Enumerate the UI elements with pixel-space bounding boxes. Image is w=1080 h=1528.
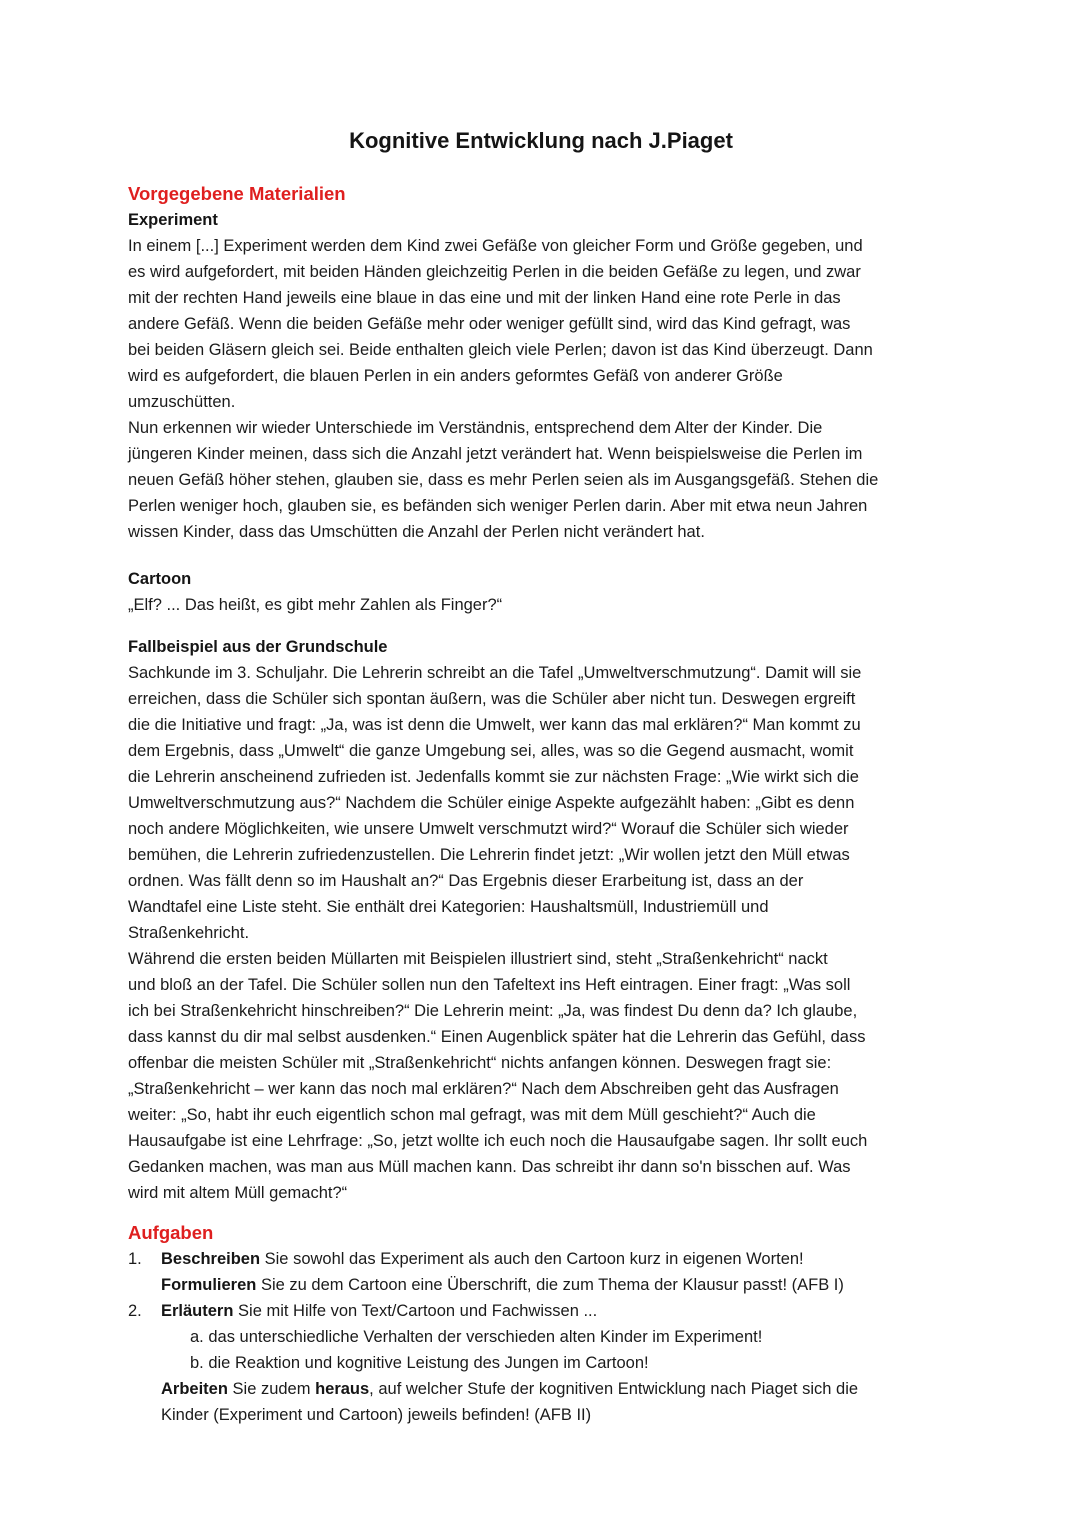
text-line: weiter: „So, habt ihr euch eigentlich schon mal gefragt, was mit dem Müll geschieht?“ Auch die (128, 1106, 816, 1124)
experiment-heading: Experiment (128, 211, 218, 229)
section-materials (128, 181, 954, 1206)
task-2-lead-text (161, 1298, 954, 1324)
text-line: bemühen, die Lehrerin zufriedenzustellen. Die Lehrerin findet jetzt: „Wir wollen jetzt den Müll etwas (128, 846, 850, 864)
text-line: Wandtafel eine Liste steht. Sie enthält drei Kategorien: Haushaltsmüll, Industriemüll und (128, 898, 769, 916)
task-2-sub-items (161, 1324, 954, 1376)
text-line: ordnen. Was fällt denn so im Haushalt an?“ Das Ergebnis dieser Erarbeitung ist, dass an der (128, 872, 804, 890)
text-line: dem Ergebnis, dass „Umwelt“ die ganze Umgebung sei, alles, was so die Gegend ausmacht, womit (128, 742, 854, 760)
case-study-text (128, 660, 954, 1206)
text-line: es wird aufgefordert, mit beiden Händen gleichzeitig Perlen in die beiden Gefäße zu legen, und zwar (128, 263, 861, 281)
text-line: Arbeiten Sie zudem heraus, auf welcher Stufe der kognitiven Entwicklung nach Piaget sich die (161, 1380, 859, 1398)
text-line: Straßenkehricht. (128, 924, 250, 942)
text-line: erreichen, dass die Schüler sich spontan äußern, was die Schüler aber nicht tun. Deswegen ergreift (128, 690, 856, 708)
text-line: wird es aufgefordert, die blauen Perlen in ein anders geformtes Gefäß von anderer Größe (128, 367, 783, 385)
text-line: die die Initiative und fragt: „Ja, was ist denn die Umwelt, wer kann das mal erklären?“ Man kommt zu (128, 716, 861, 734)
section-tasks (128, 1220, 954, 1428)
text-line: „Straßenkehricht – wer kann das noch mal erklären?“ Nach dem Abschreiben geht das Ausfragen (128, 1080, 839, 1098)
text-line: Formulieren Sie zu dem Cartoon eine Überschrift, die zum Thema der Klausur passt! (AFB I) (161, 1276, 844, 1294)
cartoon-heading: Cartoon (128, 570, 192, 588)
text-line: und bloß an der Tafel. Die Schüler sollen nun den Tafeltext ins Heft eintragen. Einer fragt: „Was soll (128, 976, 851, 994)
text-line: jüngeren Kinder meinen, dass sich die Anzahl jetzt verändert hat. Wenn beispielsweise die Perlen im (128, 445, 863, 463)
text-line: Gedanken machen, was man aus Müll machen kann. Das schreibt ihr dann so'n bisschen auf. Was (128, 1158, 851, 1176)
text-line: Umweltverschmutzung aus?“ Nachdem die Schüler einige Aspekte aufgezählt haben: „Gibt es denn (128, 794, 855, 812)
text-line: Hausaufgabe ist eine Lehrfrage: „So, jetzt wollte ich euch noch die Hausaufgabe sagen. Ihr sollt euch (128, 1132, 868, 1150)
text-line: Perlen weniger hoch, glauben sie, es befänden sich weniger Perlen darin. Aber mit etwa neun Jahren (128, 497, 868, 515)
text-line: mit der rechten Hand jeweils eine blaue in das eine und mit der linken Hand eine rote Perle in das (128, 289, 841, 307)
task-1-number: 1. (128, 1250, 142, 1268)
task-item-2 (128, 1298, 954, 1428)
cartoon-block (128, 566, 954, 618)
text-line: offenbar die meisten Schüler mit „Straßenkehricht“ nichts anfangen können. Deswegen fragt sie: (128, 1054, 832, 1072)
text-line: neuen Gefäß höher stehen, glauben sie, dass es mehr Perlen seien als im Ausgangsgefäß. Stehen die (128, 471, 879, 489)
text-line: noch andere Möglichkeiten, wie unsere Umwelt verschmutzt wird?“ Worauf die Schüler sich wieder (128, 820, 849, 838)
text-line: umzuschütten. (128, 393, 236, 411)
text-line: Kinder (Experiment und Cartoon) jeweils befinden! (AFB II) (161, 1406, 592, 1424)
task-2-body (161, 1298, 954, 1428)
text-line: Erläutern Sie mit Hilfe von Text/Cartoon und Fachwissen ... (161, 1302, 598, 1320)
task-1-text (161, 1246, 954, 1298)
cartoon-quote: „Elf? ... Das heißt, es gibt mehr Zahlen als Finger?“ (128, 596, 503, 614)
text-line: b. die Reaktion und kognitive Leistung des Jungen im Cartoon! (190, 1354, 649, 1372)
task-2-tail-text (161, 1376, 954, 1428)
task-item-1 (128, 1246, 954, 1298)
text-line: Während die ersten beiden Müllarten mit Beispielen illustriert sind, steht „Straßenkehricht“ nackt (128, 950, 828, 968)
text-line: Sachkunde im 3. Schuljahr. Die Lehrerin schreibt an die Tafel „Umweltverschmutzung“. Damit will sie (128, 664, 862, 682)
experiment-text (128, 233, 954, 545)
case-study-heading: Fallbeispiel aus der Grundschule (128, 638, 388, 656)
text-line: bei beiden Gläsern gleich sei. Beide enthalten gleich viele Perlen; davon ist das Kind überzeugt. Dann (128, 341, 873, 359)
task-2-number: 2. (128, 1302, 142, 1320)
case-study-block (128, 634, 954, 1206)
text-line: die Lehrerin anscheinend zufrieden ist. Jedenfalls kommt sie zur nächsten Frage: „Wie wirkt sich die (128, 768, 859, 786)
document-title: Kognitive Entwicklung nach J.Piaget (349, 128, 733, 153)
text-line: Beschreiben Sie sowohl das Experiment als auch den Cartoon kurz in eigenen Worten! (161, 1250, 804, 1268)
task-1-body (161, 1246, 954, 1298)
text-line: ich bei Straßenkehricht hinschreiben?“ Die Lehrerin meint: „Ja, was findest Du denn da? Ich glaube, (128, 1002, 858, 1020)
text-line: andere Gefäß. Wenn die beiden Gefäße mehr oder weniger gefüllt sind, wird das Kind gefragt, was (128, 315, 851, 333)
text-line: dass kannst du dir mal selbst ausdenken.“ Einen Augenblick später hat die Lehrerin das Gefühl, dass (128, 1028, 866, 1046)
text-line: wissen Kinder, dass das Umschütten die Anzahl der Perlen nicht verändert hat. (128, 523, 705, 541)
text-line: wird mit altem Müll gemacht?“ (128, 1184, 348, 1202)
materials-heading: Vorgegebene Materialien (128, 183, 346, 204)
text-line: a. das unterschiedliche Verhalten der verschieden alten Kinder im Experiment! (190, 1328, 763, 1346)
tasks-heading: Aufgaben (128, 1222, 214, 1243)
experiment-block (128, 207, 954, 545)
text-line: In einem [...] Experiment werden dem Kind zwei Gefäße von gleicher Form und Größe gegeben, und (128, 237, 863, 255)
text-line: Nun erkennen wir wieder Unterschiede im Verständnis, entsprechend dem Alter der Kinder. Die (128, 419, 823, 437)
